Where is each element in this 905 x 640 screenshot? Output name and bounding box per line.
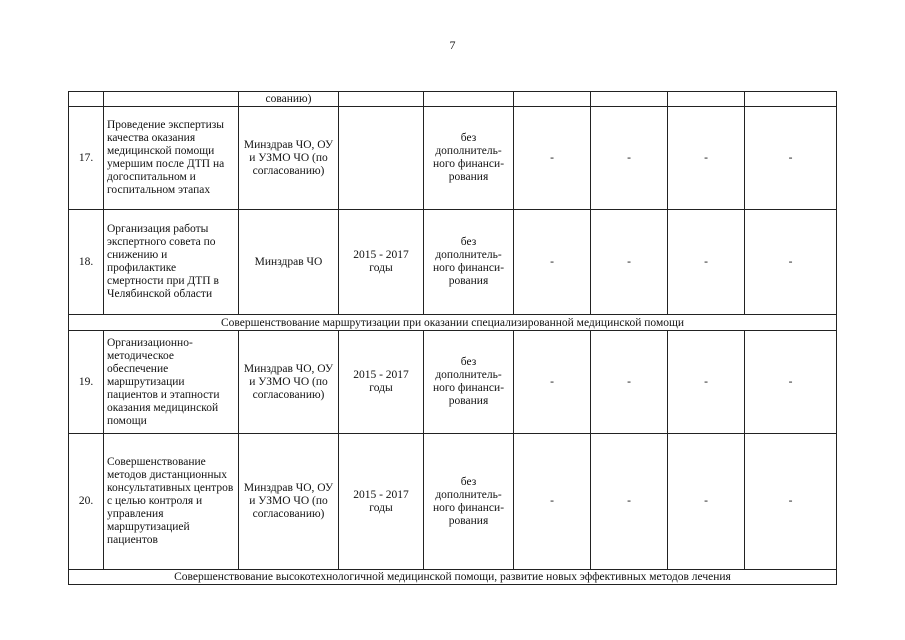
value-cell: - bbox=[745, 210, 837, 315]
executor: Минздрав ЧО, ОУ и УЗМО ЧО (по согласованию) bbox=[239, 434, 339, 570]
table-row-continuation bbox=[69, 92, 837, 107]
row-number: 17. bbox=[69, 107, 104, 210]
period: 2015 - 2017 годы bbox=[339, 434, 424, 570]
value-cell: - bbox=[514, 434, 591, 570]
value-cell: - bbox=[745, 331, 837, 434]
name-cell bbox=[104, 92, 239, 107]
section-row bbox=[69, 315, 837, 331]
value-cell: - bbox=[668, 434, 745, 570]
value-cell: - bbox=[514, 107, 591, 210]
value-cell: - bbox=[745, 107, 837, 210]
table-row bbox=[69, 107, 837, 210]
executor: Минздрав ЧО bbox=[239, 210, 339, 315]
value-cell: - bbox=[591, 434, 668, 570]
value-cell: - bbox=[591, 331, 668, 434]
measure-name: Организация работы экспертного совета по снижению и профилактике смертности при ДТП в Челябинской области bbox=[104, 210, 239, 315]
funding: без дополнитель-ного финанси-рования bbox=[424, 210, 514, 315]
section-title: Совершенствование маршрутизации при оказании специализированной медицинской помощи bbox=[69, 315, 837, 331]
table-row bbox=[69, 434, 837, 570]
funding: без дополнитель-ного финанси-рования bbox=[424, 331, 514, 434]
period: 2015 - 2017 годы bbox=[339, 331, 424, 434]
executor-cell: сованию) bbox=[239, 92, 339, 107]
num-cell bbox=[69, 92, 104, 107]
section-title: Совершенствование высокотехнологичной медицинской помощи, развитие новых эффективных методов лечения bbox=[69, 570, 837, 585]
executor: Минздрав ЧО, ОУ и УЗМО ЧО (по согласованию) bbox=[239, 107, 339, 210]
value-cell: - bbox=[591, 210, 668, 315]
measure-name: Организационно-методическое обеспечение маршрутизации пациентов и этапности оказания медицинской помощи bbox=[104, 331, 239, 434]
value-cell bbox=[745, 92, 837, 107]
measures-table bbox=[68, 91, 837, 585]
value-cell: - bbox=[514, 331, 591, 434]
funding: без дополнитель-ного финанси-рования bbox=[424, 434, 514, 570]
measure-name: Проведение экспертизы качества оказания медицинской помощи умершим после ДТП на догоспитальном и госпитальном этапах bbox=[104, 107, 239, 210]
row-number: 19. bbox=[69, 331, 104, 434]
table-row bbox=[69, 331, 837, 434]
section-row bbox=[69, 570, 837, 585]
value-cell: - bbox=[514, 210, 591, 315]
value-cell bbox=[668, 92, 745, 107]
period bbox=[339, 107, 424, 210]
value-cell: - bbox=[591, 107, 668, 210]
value-cell bbox=[514, 92, 591, 107]
period-cell bbox=[339, 92, 424, 107]
executor: Минздрав ЧО, ОУ и УЗМО ЧО (по согласованию) bbox=[239, 331, 339, 434]
value-cell: - bbox=[668, 107, 745, 210]
value-cell: - bbox=[668, 331, 745, 434]
table-row bbox=[69, 210, 837, 315]
funding: без дополнитель-ного финанси-рования bbox=[424, 107, 514, 210]
value-cell: - bbox=[668, 210, 745, 315]
row-number: 18. bbox=[69, 210, 104, 315]
value-cell: - bbox=[745, 434, 837, 570]
funding-cell bbox=[424, 92, 514, 107]
period: 2015 - 2017 годы bbox=[339, 210, 424, 315]
row-number: 20. bbox=[69, 434, 104, 570]
page-number: 7 bbox=[449, 38, 456, 52]
value-cell bbox=[591, 92, 668, 107]
measure-name: Совершенствование методов дистанционных консультативных центров с целью контроля и управления маршрутизацией пациентов bbox=[104, 434, 239, 570]
